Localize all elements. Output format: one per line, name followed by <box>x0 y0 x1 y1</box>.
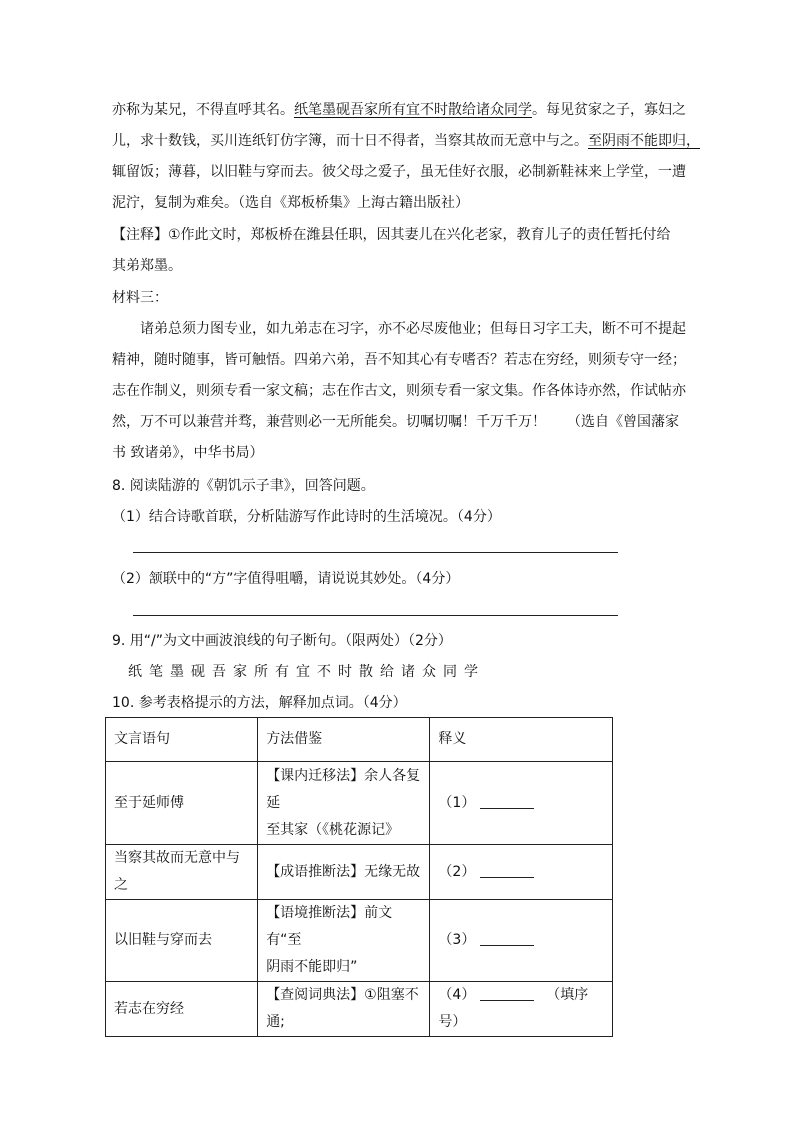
question-8: 8. 阅读陆游的《朝饥示子聿》，回答问题。 <box>112 478 375 494</box>
table-row <box>106 982 613 1037</box>
sentence-cell: 以旧鞋与穿而去 <box>106 900 258 982</box>
sentence-cell: 当察其故而无意中与之 <box>106 845 258 900</box>
passage-line-1 <box>112 100 686 120</box>
question-8-2: （2）颔联中的“方”字值得咀嚼，请说说其妙处。（4分） <box>112 571 460 587</box>
annotation-line-1: 【注释】①作此文时，郑板桥在潍县任职，因其妻儿在兴化老家，教育儿子的责任暂托付给 <box>112 227 671 243</box>
answer-cell <box>430 762 613 845</box>
table-row <box>106 900 613 982</box>
passage-text: 亦称为某兄，不得直呼其名。 <box>112 102 294 118</box>
fill-number-hint: （填序号） <box>438 987 589 1030</box>
wavy-underlined-sentence: 纸笔墨砚吾家所有宜不时散给诸众同学 <box>294 102 532 118</box>
underlined-sentence: 至阴雨不能即归， <box>588 133 700 149</box>
table-row <box>106 845 613 900</box>
method-cell <box>258 762 430 845</box>
material-three-title: 材料三： <box>112 290 168 306</box>
method-text: 【课内迁移法】余人各复延 <box>266 767 421 811</box>
method-cell <box>258 900 430 982</box>
answer-number: （1） <box>438 794 476 811</box>
question-10: 10. 参考表格提示的方法，解释加点词。（4分） <box>112 695 407 711</box>
material-three-line-2: 精神，随时随事，皆可触悟。四弟六弟，吾不知其心有专嗜否？若志在穷经，则须专守一经； <box>112 352 686 368</box>
answer-number: （3） <box>438 932 476 948</box>
answer-cell <box>430 982 613 1037</box>
answer-cell <box>430 900 613 982</box>
method-cell <box>258 982 430 1037</box>
passage-line-3: 辄留饭；薄暮，以旧鞋与穿而去。彼父母之爱子，虽无佳好衣服，必制新鞋袜来上学堂，一遭 <box>112 164 686 180</box>
method-cell <box>258 845 430 900</box>
answer-number: （2） <box>438 863 476 880</box>
answer-blank-2[interactable] <box>480 861 534 878</box>
material-three-line-4: 然，万不可以兼营并骛，兼营则必一无所能矣。切嘱切嘱！千万千万！ （选自《曾国藩家 <box>112 414 679 430</box>
answer-line-8-2[interactable] <box>133 615 618 616</box>
question-9: 9. 用“/”为文中画波浪线的句子断句。（限两处）（2分） <box>112 633 452 649</box>
answer-blank-4[interactable] <box>480 984 534 1001</box>
answer-blank-1[interactable] <box>480 792 534 809</box>
material-three-line-1: 诸弟总须力图专业，如九弟志在习字，亦不必尽废他业；但每日习字工夫，断不可不提起 <box>140 321 686 337</box>
question-9-sentence: 纸笔墨砚吾家所有宜不时散给诸众同学 <box>128 664 485 680</box>
answer-cell <box>430 845 613 900</box>
method-text: 阴雨不能即归” <box>266 959 358 975</box>
method-text: 【语境推断法】前文有“至 <box>266 905 393 948</box>
method-text: 【查阅词典法】①阻塞不通; <box>266 987 419 1030</box>
passage-text: 。每见贫家之子，寡妇之 <box>532 102 686 118</box>
answer-blank-3[interactable] <box>480 929 534 946</box>
method-table <box>105 717 613 1037</box>
method-text: 【成语推断法】无缘无故 <box>266 863 421 880</box>
table-header-cell: 文言语句 <box>106 718 258 762</box>
table-header-cell: 释义 <box>430 718 613 762</box>
passage-line-4: 泥泞，复制为难矣。（选自《郑板桥集》上海古籍出版社） <box>112 195 469 211</box>
question-8-1: （1）结合诗歌首联，分析陆游写作此诗时的生活境况。（4分） <box>112 509 501 525</box>
annotation-line-2: 其弟郑墨。 <box>112 258 182 274</box>
method-text: 至其家（《桃花源记》 <box>266 821 400 838</box>
sentence-cell: 至于延师傅 <box>106 762 258 845</box>
table-row <box>106 762 613 845</box>
material-three-line-3: 志在作制义，则须专看一家文稿；志在作古文，则须专看一家文集。作各体诗亦然，作试帖亦 <box>112 383 686 399</box>
answer-line-8-1[interactable] <box>133 552 618 553</box>
sentence-cell: 若志在穷经 <box>106 982 258 1037</box>
passage-line-2 <box>112 131 700 151</box>
answer-number: （4） <box>438 987 476 1003</box>
table-header-cell: 方法借鉴 <box>258 718 430 762</box>
table-header-row <box>106 718 613 762</box>
passage-text: 儿，求十数钱，买川连纸钉仿字簿，而十日不得者，当察其故而无意中与之。 <box>112 133 588 149</box>
material-three-line-5: 书 致诸弟》，中华书局） <box>112 445 264 461</box>
